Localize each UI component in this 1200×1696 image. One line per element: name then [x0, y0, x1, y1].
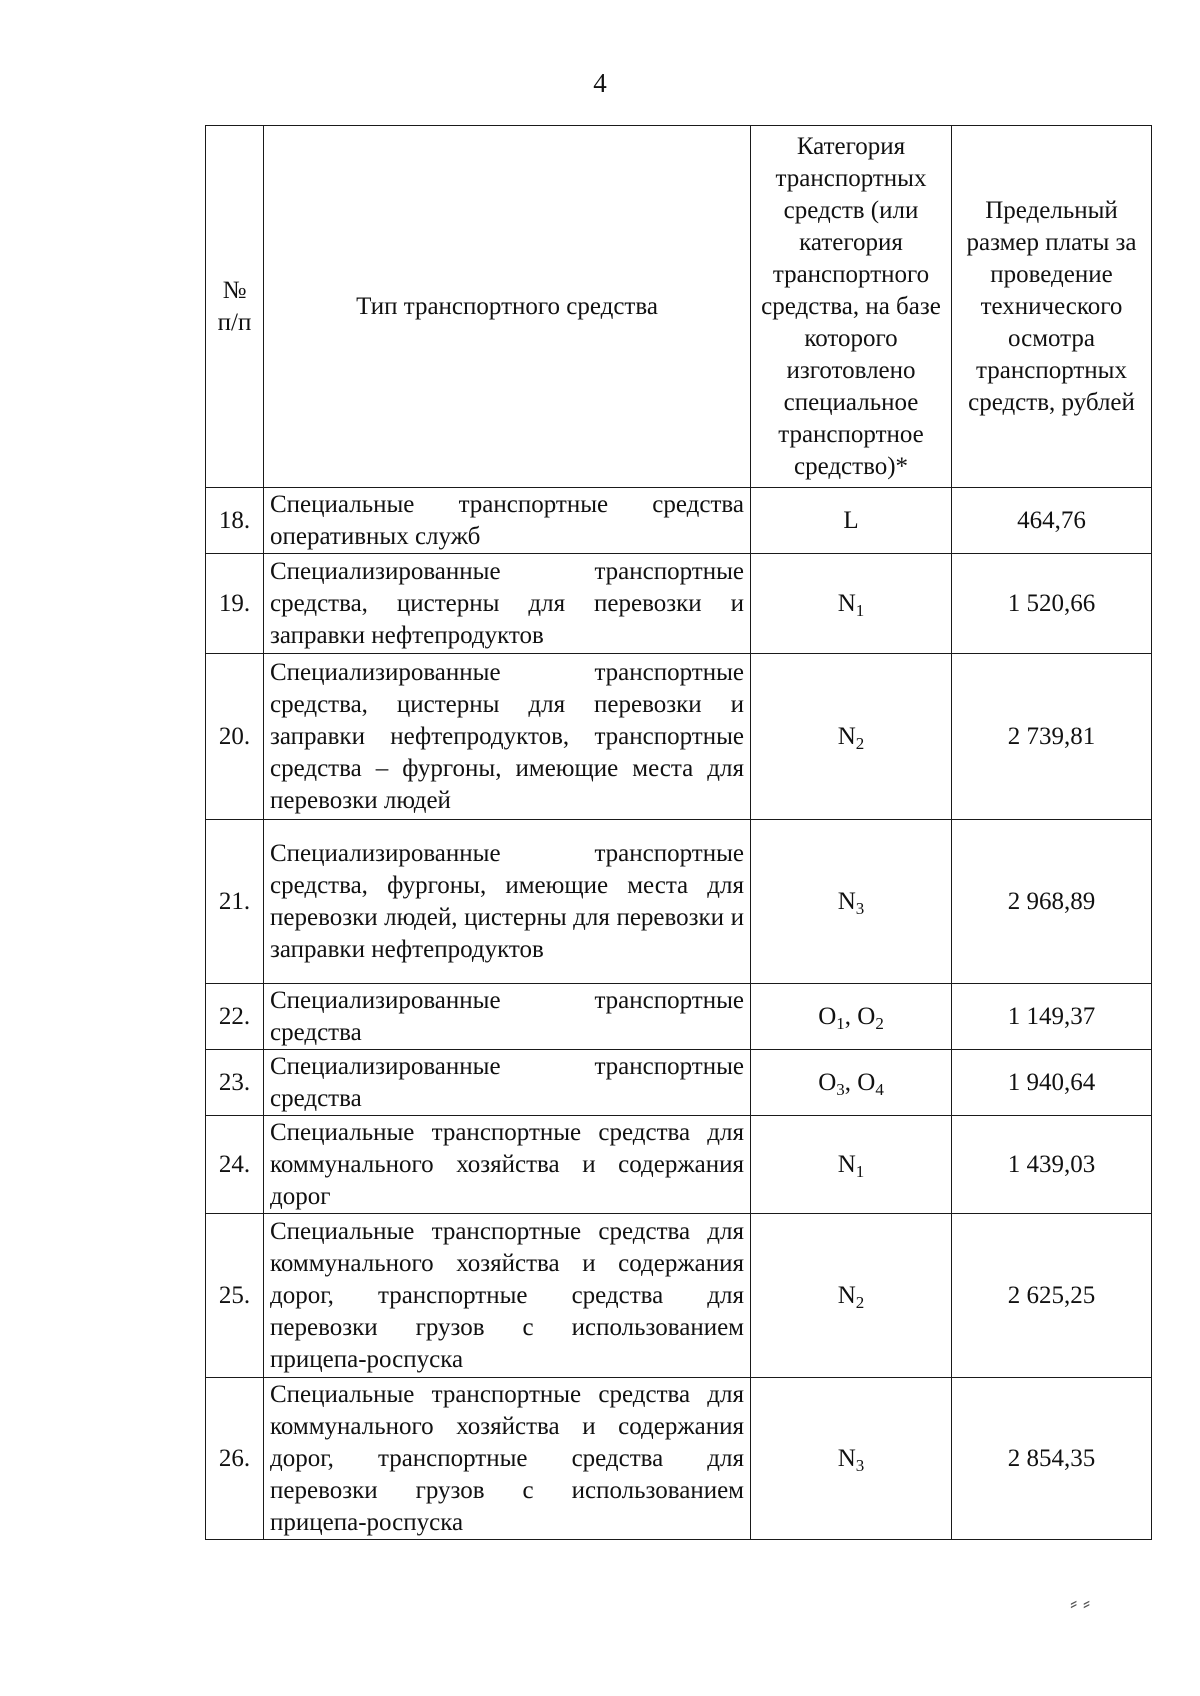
vehicle-category — [751, 554, 952, 654]
category-subscript: 3 — [836, 1079, 845, 1099]
table-row — [206, 554, 1152, 654]
vehicle-category — [751, 488, 952, 554]
row-number: 26. — [206, 1378, 264, 1540]
row-number: 25. — [206, 1214, 264, 1378]
vehicle-category — [751, 1378, 952, 1540]
table-row — [206, 984, 1152, 1050]
header-category-label: Категория транспортных средств (или категория транспортного средства, на базе которого изготовлено специальное транспортное средство)* — [761, 132, 941, 480]
category-subscript: 2 — [875, 1013, 884, 1033]
category-letter: N — [837, 589, 856, 617]
row-number: 20. — [206, 654, 264, 820]
fee-amount: 1 439,03 — [952, 1116, 1152, 1214]
category-subscript: 3 — [855, 898, 865, 918]
table-row — [206, 1378, 1152, 1540]
category-letter: O — [818, 1068, 837, 1096]
fee-amount: 464,76 — [952, 488, 1152, 554]
fee-amount: 2 968,89 — [952, 820, 1152, 984]
header-number — [206, 126, 264, 488]
category-separator: , — [844, 1002, 858, 1030]
vehicle-type: Специализированные транспортные средства, фургоны, имеющие места для перевозки людей, цистерны для перевозки и заправки нефтепродуктов — [264, 820, 751, 984]
fee-amount: 1 149,37 — [952, 984, 1152, 1050]
row-number: 22. — [206, 984, 264, 1050]
row-number: 19. — [206, 554, 264, 654]
vehicle-type: Специализированные транспортные средства — [264, 984, 751, 1050]
table-header — [206, 126, 1152, 488]
category-subscript: 2 — [855, 733, 865, 753]
vehicle-type: Специальные транспортные средства для коммунального хозяйства и содержания дорог, транспортные средства для перевозки грузов с использованием прицепа-роспуска — [264, 1214, 751, 1378]
category-subscript: 4 — [875, 1079, 884, 1099]
fee-amount: 2 739,81 — [952, 654, 1152, 820]
table-body — [206, 488, 1152, 1540]
category-subscript: 3 — [855, 1455, 865, 1475]
fee-amount: 1 940,64 — [952, 1050, 1152, 1116]
category-subscript: 2 — [855, 1292, 865, 1312]
row-number: 18. — [206, 488, 264, 554]
table-row — [206, 488, 1152, 554]
fee-amount: 2 625,25 — [952, 1214, 1152, 1378]
fee-amount: 1 520,66 — [952, 554, 1152, 654]
category-letter: O — [818, 1002, 837, 1030]
vehicle-type: Специальные транспортные средства для коммунального хозяйства и содержания дорог, транспортные средства для перевозки грузов с использованием прицепа-роспуска — [264, 1378, 751, 1540]
fee-amount: 2 854,35 — [952, 1378, 1152, 1540]
category-subscript: 1 — [836, 1013, 845, 1033]
category-letter: N — [837, 722, 856, 750]
vehicle-category — [751, 1050, 952, 1116]
table-row — [206, 1214, 1152, 1378]
vehicle-category — [751, 1116, 952, 1214]
category-subscript: 1 — [855, 1161, 865, 1181]
vehicle-type: Специальные транспортные средства оперативных служб — [264, 488, 751, 554]
category-letter: N — [837, 887, 856, 915]
category-letter: O — [857, 1068, 876, 1096]
row-number: 23. — [206, 1050, 264, 1116]
category-separator: , — [844, 1068, 858, 1096]
vehicle-type: Специализированные транспортные средства — [264, 1050, 751, 1116]
category-letter: L — [843, 506, 859, 534]
vehicle-type: Специальные транспортные средства для коммунального хозяйства и содержания дорог — [264, 1116, 751, 1214]
table-row — [206, 1050, 1152, 1116]
vehicle-category — [751, 820, 952, 984]
inspection-fee-table — [205, 125, 1152, 1540]
category-letter: N — [837, 1281, 856, 1309]
category-letter: O — [857, 1002, 876, 1030]
header-number-label: № п/п — [217, 276, 252, 336]
vehicle-type: Специализированные транспортные средства, цистерны для перевозки и заправки нефтепродуктов — [264, 554, 751, 654]
table-row — [206, 1116, 1152, 1214]
row-number: 21. — [206, 820, 264, 984]
header-fee-label: Предельный размер платы за проведение технического осмотра транспортных средств, рублей — [966, 196, 1137, 416]
category-letter: N — [837, 1444, 856, 1472]
row-number: 24. — [206, 1116, 264, 1214]
table-row — [206, 654, 1152, 820]
category-subscript: 1 — [855, 600, 865, 620]
vehicle-type: Специализированные транспортные средства, цистерны для перевозки и заправки нефтепродуктов, транспортные средства – фургоны, имеющие места для перевозки людей — [264, 654, 751, 820]
header-vehicle-type-label: Тип транспортного средства — [356, 292, 658, 320]
header-fee — [952, 126, 1152, 488]
vehicle-category — [751, 654, 952, 820]
table-row — [206, 820, 1152, 984]
scan-mark: ⸗ ⸗ — [1070, 1590, 1091, 1615]
header-vehicle-type — [264, 126, 751, 488]
vehicle-category — [751, 1214, 952, 1378]
page-number: 4 — [593, 68, 607, 98]
vehicle-category — [751, 984, 952, 1050]
header-category — [751, 126, 952, 488]
category-letter: N — [837, 1150, 856, 1178]
